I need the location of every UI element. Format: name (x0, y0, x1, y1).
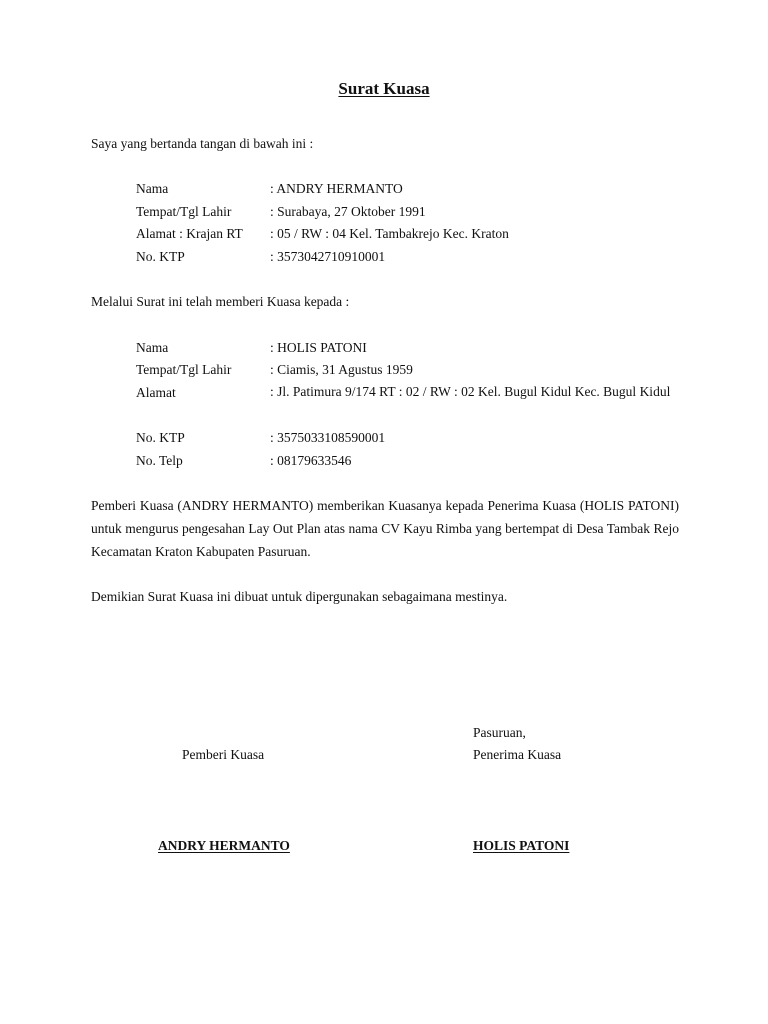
body-paragraph: Pemberi Kuasa (ANDRY HERMANTO) memberikan Kuasanya kepada Penerima Kuasa (HOLIS PATONI) untuk mengurus pengesahan Lay Out Plan atas nama CV Kayu Rimba yang bertempat di Desa Tambak Rejo Kecamatan Kraton Kabupaten Pasuruan. (91, 498, 679, 559)
transition-text: Melalui Surat ini telah memberi Kuasa kepada : (91, 294, 350, 309)
grantee-role: Penerima Kuasa (473, 747, 562, 762)
intro-text: Saya yang bertanda tangan di bawah ini : (91, 136, 314, 151)
grantee-alamat-value: : Jl. Patimura 9/174 RT : 02 / RW : 02 Kel. Bugul Kidul Kec. Bugul Kidul (270, 384, 671, 399)
grantor-alamat-label: Alamat : Krajan RT (136, 226, 243, 241)
grantee-signature-name: HOLIS PATONI (473, 838, 570, 853)
grantee-ttl-value: : Ciamis, 31 Agustus 1959 (270, 362, 413, 377)
grantor-ktp-value: : 3573042710910001 (270, 249, 386, 264)
signature-place: Pasuruan, (473, 725, 526, 740)
grantor-ktp-label: No. KTP (136, 249, 185, 264)
grantee-ttl-label: Tempat/Tgl Lahir (136, 362, 232, 377)
grantor-nama-value: : ANDRY HERMANTO (270, 181, 403, 196)
grantee-nama-label: Nama (136, 340, 169, 355)
grantor-signature-name: ANDRY HERMANTO (158, 838, 290, 853)
grantor-role: Pemberi Kuasa (182, 747, 265, 762)
grantee-nama-value: : HOLIS PATONI (270, 340, 367, 355)
grantor-ttl-value: : Surabaya, 27 Oktober 1991 (270, 204, 426, 219)
grantor-ttl-label: Tempat/Tgl Lahir (136, 204, 232, 219)
grantee-telp-value: : 08179633546 (270, 453, 352, 468)
grantor-nama-label: Nama (136, 181, 169, 196)
grantor-alamat-value: : 05 / RW : 04 Kel. Tambakrejo Kec. Kraton (270, 226, 509, 241)
grantee-telp-label: No. Telp (136, 453, 183, 468)
document-title: Surat Kuasa (338, 79, 430, 98)
grantee-ktp-value: : 3575033108590001 (270, 430, 386, 445)
closing-text: Demikian Surat Kuasa ini dibuat untuk dipergunakan sebagaimana mestinya. (91, 589, 508, 604)
grantee-alamat-label: Alamat (136, 385, 176, 400)
grantee-ktp-label: No. KTP (136, 430, 185, 445)
